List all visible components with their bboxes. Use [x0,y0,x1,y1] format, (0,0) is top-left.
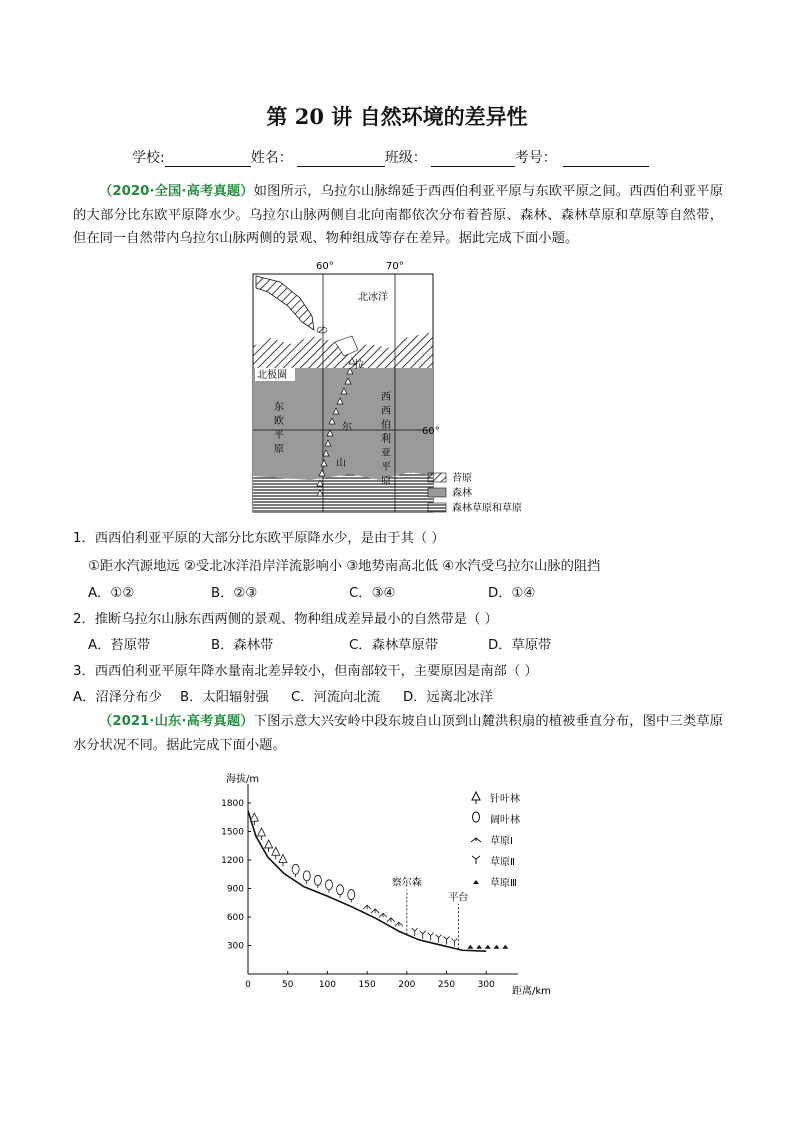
steppe-2-symbol [420,931,426,939]
svg-text:原: 原 [381,476,391,487]
steppe-3-icon [473,880,479,884]
lat-60-label: 60° [422,426,440,437]
steppe-1-symbol [371,909,379,913]
west-siberian-plain-label [381,391,391,487]
terrain-profile-line [248,811,486,952]
class-label: 班级： [384,150,427,166]
question-2-stem: 2．推断乌拉尔山脉东西两侧的景观、物种组成差异最小的自然带是（ ） [73,612,498,627]
q1-option-a[interactable]: A．①② [88,586,135,601]
y-tick-label: 1500 [221,827,244,838]
map-legend [428,471,522,514]
steppe-1-symbol [395,922,403,926]
x-tick-label: 300 [477,980,495,990]
annotation-label-1: 平台 [448,892,469,904]
steppe-3-symbol [467,945,473,949]
class-blank[interactable] [431,152,515,167]
passage-2-source: （2021·山东·高考真题） [99,714,254,729]
question-1-stem: 1．西西伯利亚平原的大部分比东欧平原降水少，是由于其（ ） [73,531,445,546]
q1-option-d[interactable]: D．①④ [488,586,536,601]
y-axis-label: 海拔/m [226,774,260,785]
svg-text:西: 西 [381,392,391,403]
conifer-symbol [258,828,266,840]
y-tick-label: 900 [226,884,244,895]
number-label: 考号： [514,150,557,166]
q2-option-a[interactable]: A．苔原带 [88,638,151,653]
steppe-2-symbol [451,938,457,946]
y-tick-label: 300 [226,941,244,952]
legend-broadleaf: 阔叶林 [490,815,520,826]
name-label: 姓名： [250,150,293,166]
svg-text:欧: 欧 [274,416,284,427]
steppe-2-symbol [428,933,434,941]
chart-legend [471,792,520,889]
svg-text:拉: 拉 [354,360,364,371]
steppe-2-symbol [412,928,418,936]
svg-text:东: 东 [274,402,284,413]
y-tick-label: 600 [226,913,244,923]
question-1-items: ①距水汽源地远 ②受北冰洋沿岸洋流影响小 ③地势南高北低 ④水汽受乌拉尔山脉的阻挡 [88,559,601,574]
school-blank[interactable] [165,152,251,167]
arctic-circle-label: 北极圈 [257,370,287,381]
svg-text:伯: 伯 [381,420,391,431]
passage-2 [73,710,723,757]
name-blank[interactable] [297,152,385,167]
svg-text:原: 原 [274,444,284,455]
svg-text:西: 西 [381,406,391,417]
steppe-3-symbol [502,945,508,949]
annotation-label-0: 察尔森 [391,877,422,889]
passage-1-source: （2020·全国·高考真题） [99,184,254,199]
q1-option-c[interactable]: C．③④ [349,586,396,601]
broadleaf-symbol [326,880,333,890]
steppe-1-symbol [379,913,387,917]
lon-70-label: 70° [386,261,404,272]
legend-steppe-2: 草原Ⅱ [490,857,515,868]
q2-option-d[interactable]: D．草原带 [488,638,552,653]
x-tick-label: 100 [318,980,337,990]
steppe-2-symbol [444,936,450,944]
page-title: 第 20 讲 自然环境的差异性 [266,104,528,129]
ural-map [240,258,560,520]
svg-text:山: 山 [336,458,346,469]
steppe-3-symbol [485,945,491,949]
steppe-1-symbol [363,905,371,909]
q3-option-a[interactable]: A．沼泽分布少 [73,690,162,705]
q2-option-b[interactable]: B．森林带 [211,638,274,653]
q2-option-c[interactable]: C．森林草原带 [349,638,439,653]
legend-forest: 森林 [452,488,472,499]
steppe-1-symbol [387,918,395,922]
svg-text:利: 利 [381,434,391,445]
svg-text:平: 平 [381,462,391,473]
legend-steppe: 森林草原和草原 [452,503,522,514]
legend-steppe-1: 草原Ⅰ [490,836,513,847]
broadleaf-symbol [348,890,355,900]
x-tick-label: 150 [358,980,376,990]
svg-text:尔: 尔 [342,422,352,433]
broadleaf-symbol [292,864,299,874]
legend-tundra: 苔原 [452,473,472,484]
steppe-2-icon [472,856,480,864]
x-tick-label: 50 [281,980,294,990]
number-blank[interactable] [563,152,649,167]
y-tick-label: 1800 [221,799,244,809]
legend-conifer: 针叶林 [490,794,520,805]
passage-1 [73,180,723,251]
conifer-symbol [265,840,273,852]
passage-2-text: 下图示意大兴安岭中段东坡自山顶到山麓洪积扇的植被垂直分布，图中三类草原水分状况不同。据此完成下面小题。 [73,714,723,753]
steppe-2-symbol [436,935,442,943]
lon-60-label: 60° [316,261,334,272]
steppe-3-symbol [476,945,482,949]
question-3-stem: 3．西西伯利亚平原年降水量南北差异较小，但南部较干，主要原因是南部（ ） [73,664,538,679]
svg-text:平: 平 [274,430,284,441]
x-tick-label: 200 [398,980,416,990]
vegetation-profile-chart [218,768,578,1000]
student-info-line [132,147,649,167]
svg-text:亚: 亚 [381,448,391,459]
legend-steppe-3: 草原Ⅲ [490,878,517,889]
broadleaf-symbol [303,871,310,881]
broadleaf-symbol [337,885,344,895]
q3-option-d[interactable]: D．远离北冰洋 [403,690,494,705]
ocean-label: 北冰洋 [358,292,388,303]
conifer-icon [472,792,480,804]
y-tick-label: 1200 [221,856,244,866]
steppe-1-icon [471,838,481,842]
steppe-3-symbol [494,945,500,949]
q3-option-b[interactable]: B．太阳辐射强 [180,690,269,705]
conifer-symbol [272,847,280,859]
broadleaf-symbol [314,875,321,885]
x-tick-label: 0 [245,980,251,990]
conifer-symbol [279,854,287,866]
q1-option-b[interactable]: B．②③ [211,586,258,601]
passage-1-text: 如图所示，乌拉尔山脉绵延于西西伯利亚平原与东欧平原之间。西西伯利亚平原的大部分比东欧平原降水少。乌拉尔山脉两侧自北向南都依次分布着苔原、森林、森林草原和草原等自然带，但在同一自然带内乌拉尔山脉两侧的景观、物种组成等存在差异。据此完成下面小题。 [73,184,723,246]
broadleaf-icon [473,812,480,822]
q3-option-c[interactable]: C．河流向北流 [291,690,381,705]
school-label: 学校: [132,150,165,166]
x-tick-label: 250 [437,980,456,990]
x-axis-label: 距离/km [512,986,551,997]
